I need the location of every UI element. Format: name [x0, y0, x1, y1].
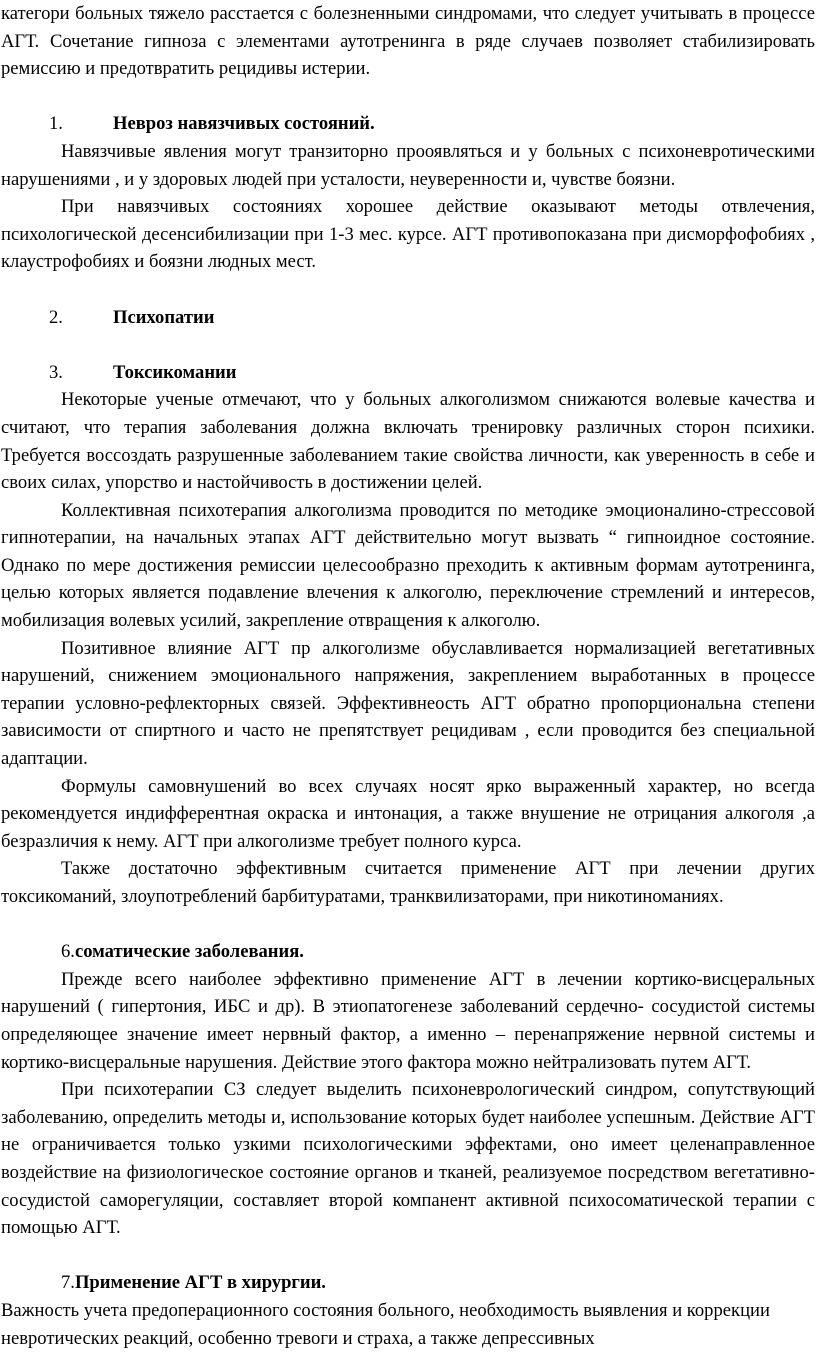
- paragraph-substance-b: Коллективная психотерапия алкоголизма проводится по методике эмоционалино-стрессовой гипнотерапии, на начальных этапах АГТ действительно могут вызвать “ гипноидное состояние. Однако по мере достижения ремиссии целесообразно преходить к активным формам аутотренинга, целью которых является подавление влечения к алкоголю, переключение стремлений и интересов, мобилизация волевых усилий, закрепление отвращения к алкоголю.: [1, 499, 815, 632]
- heading-number: 6.: [61, 941, 75, 963]
- paragraph-substance-e: Также достаточно эффективным считается применение АГТ при лечении других токсикоманий, злоупотреблений барбитуратами, транквилизаторами, при никотиноманиях.: [1, 858, 815, 907]
- heading-substance-abuse: [1, 359, 815, 387]
- paragraph-somatic-b: При психотерапии СЗ следует выделить психоневрологический синдром, сопутствующий заболеванию, определить методы и, использование которых будет наиболее успешным. Действие АГТ не ограничивается только узкими психологическими эффектами, оно имеет целенаправленное воздействие на физиологическое состояние органов и тканей, реализуемое посредством вегетативно-сосудистой саморегуляции, составляет второй компанент активной психосоматической терапии с помощью АГТ.: [1, 1079, 815, 1239]
- heading-somatic-diseases: [1, 938, 815, 966]
- heading-title: Применение АГТ в хирургии.: [74, 1272, 326, 1294]
- heading-number: 7.: [61, 1272, 75, 1294]
- spacer: [1, 83, 815, 111]
- heading-psychopathy: [1, 304, 815, 332]
- heading-title: Токсикомании: [113, 361, 237, 383]
- heading-number: 1.: [49, 113, 63, 135]
- paragraph-obsessive-a: Навязчивые явления могут транзиторно прооявляться и у больных с психоневротическими нарушениями , и у здоровых людей при усталости, неуверенности и, чувстве боязни.: [1, 140, 815, 190]
- paragraph-substance-a: Некоторые ученые отмечают, что у больных алкоголизмом снижаются волевые качества и считают, что терапия заболевания должна включать тренировку различных сторон психики. Требуется воссоздать разрушенные заболеванием такие свойства личности, как уверенность в себе и своих силах, упорство и настойчивость в достижении целей.: [1, 389, 815, 494]
- spacer: [1, 276, 815, 304]
- paragraph-substance-c: Позитивное влияние АГТ пр алкоголизме обуславливается нормализацией вегетативных нарушений, снижением эмоционального напряжения, закреплением выработанных в процессе терапии условно-рефлекторных связей. Эффективнеость АГТ обратно пропорциональна степени зависимости от спиртного и часто не препятствует рецидивам , если проводится без специальной адаптации.: [1, 637, 815, 770]
- heading-title: соматические заболевания.: [74, 941, 304, 963]
- paragraph-intro: категори больных тяжело расстается с болезненными синдромами, что следует учитывать в процессе АГТ. Сочетание гипноза с элементами аутотренинга в ряде случаев позволяет стабилизировать ремиссию и предотвратить рецидивы истерии.: [1, 3, 815, 80]
- paragraph-obsessive-b: При навязчивых состояниях хорошее действие оказывают методы отвлечения, психологической десенсибилизации при 1-3 мес. курсе. АГТ противопоказана при дисморфофобиях , клаустрофобиях и боязни людных мест.: [1, 196, 815, 273]
- spacer: [1, 1242, 815, 1270]
- spacer: [1, 331, 815, 359]
- heading-title: Психопатии: [113, 306, 215, 328]
- paragraph-surgery-a: Важность учета предоперационного состояния больного, необходимость выявления и коррекции невротических реакций, особенно тревоги и страха, а также депрессивных: [1, 1299, 770, 1349]
- heading-number: 3.: [49, 361, 63, 383]
- heading-title: Невроз навязчивых состояний.: [113, 113, 375, 135]
- spacer: [1, 911, 815, 939]
- heading-number: 2.: [49, 306, 63, 328]
- paragraph-somatic-a: Прежде всего наиболее эффективно применение АГТ в лечении кортико-висцеральных нарушений ( гипертония, ИБС и др). В этиопатогенезе заболеваний сердечно- сосудистой системы определяющее значение имеет нервный фактор, а именно – перенапряжение нервной системы и кортико-висцеральные нарушения. Действие этого фактора можно нейтрализовать путем АГТ.: [1, 968, 815, 1073]
- heading-obsessive-neurosis: [1, 110, 815, 138]
- heading-surgery: [1, 1269, 815, 1297]
- paragraph-substance-d: Формулы самовнушений во всех случаях носят ярко выраженный характер, но всегда рекомендуется индифферентная окраска и интонация, а также внушение не отрицания алкоголя ,а безразличия к нему. АГТ при алкоголизме требует полного курса.: [1, 775, 815, 852]
